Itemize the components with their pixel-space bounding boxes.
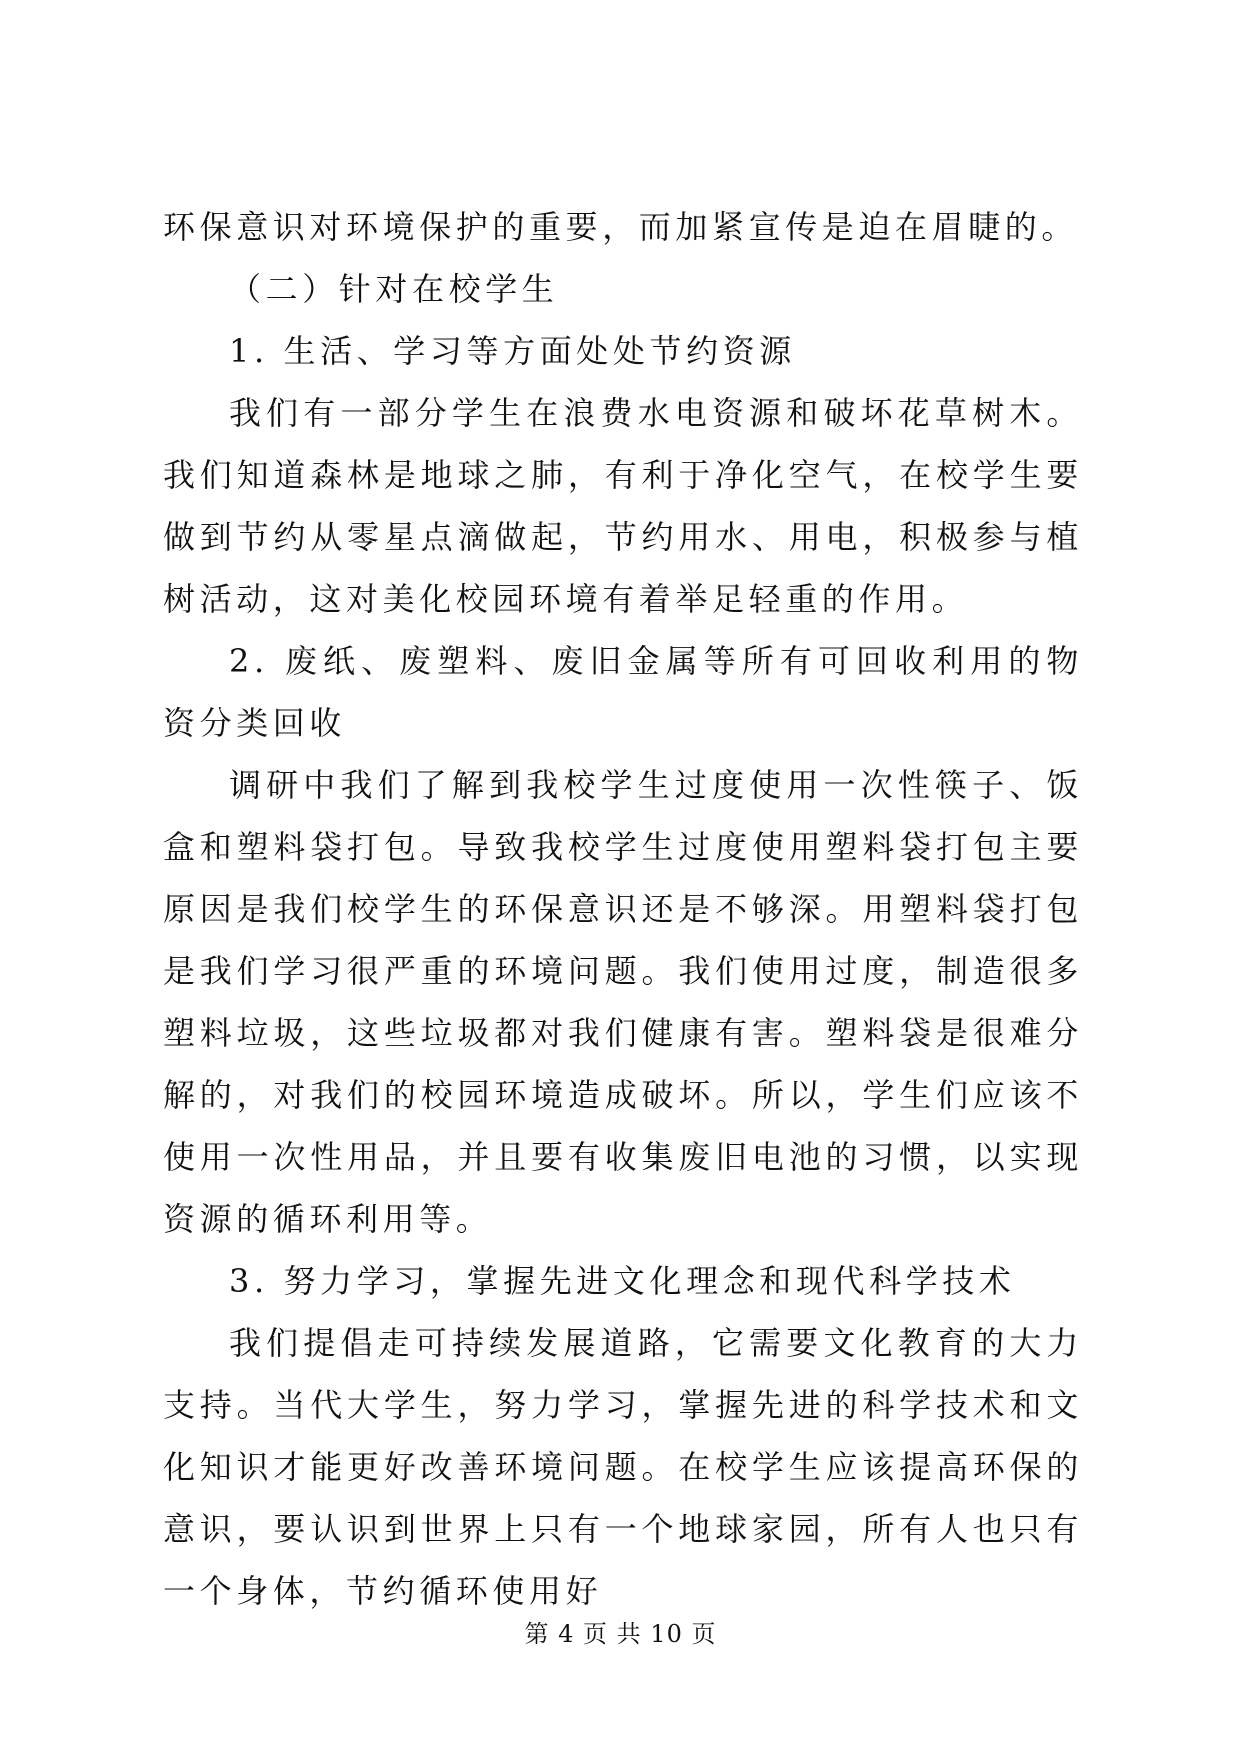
subheading-2: 2. 废纸、废塑料、废旧金属等所有可回收利用的物资分类回收 <box>163 642 1083 742</box>
section-heading-2: （二）针对在校学生 <box>229 270 559 308</box>
paragraph-plastic-bags: 调研中我们了解到我校学生过度使用一次性筷子、饭盒和塑料袋打包。导致我校学生过度使用塑料袋打包主要原因是我们校学生的环保意识还是不够深。用塑料袋打包是我们学习很严重的环境问题。我们使用过度，制造很多塑料垃圾，这些垃圾都对我们健康有害。塑料袋是很难分解的，对我们的校园环境造成破坏。所以，学生们应该不使用一次性用品，并且要有收集废旧电池的习惯，以实现资源的循环利用等。 <box>163 766 1083 1238</box>
subheading-3: 3. 努力学习，掌握先进文化理念和现代科学技术 <box>229 1262 1016 1300</box>
body-text <box>163 196 1083 1622</box>
subheading-1: 1. 生活、学习等方面处处节约资源 <box>229 332 796 370</box>
page-footer: 第 4 页 共 10 页 <box>524 1620 717 1648</box>
paragraph-saving-resources: 我们有一部分学生在浪费水电资源和破坏花草树木。我们知道森林是地球之肺，有利于净化空气，在校学生要做到节约从零星点滴做起，节约用水、用电，积极参与植树活动，这对美化校园环境有着举足轻重的作用。 <box>163 394 1083 618</box>
paragraph-sustainable-development: 我们提倡走可持续发展道路，它需要文化教育的大力支持。当代大学生，努力学习，掌握先进的科学技术和文化知识才能更好改善环境问题。在校学生应该提高环保的意识，要认识到世界上只有一个地球家园，所有人也只有一个身体，节约循环使用好 <box>163 1324 1083 1610</box>
paragraph-1: 环保意识对环境保护的重要，而加紧宣传是迫在眉睫的。 <box>163 208 1079 246</box>
